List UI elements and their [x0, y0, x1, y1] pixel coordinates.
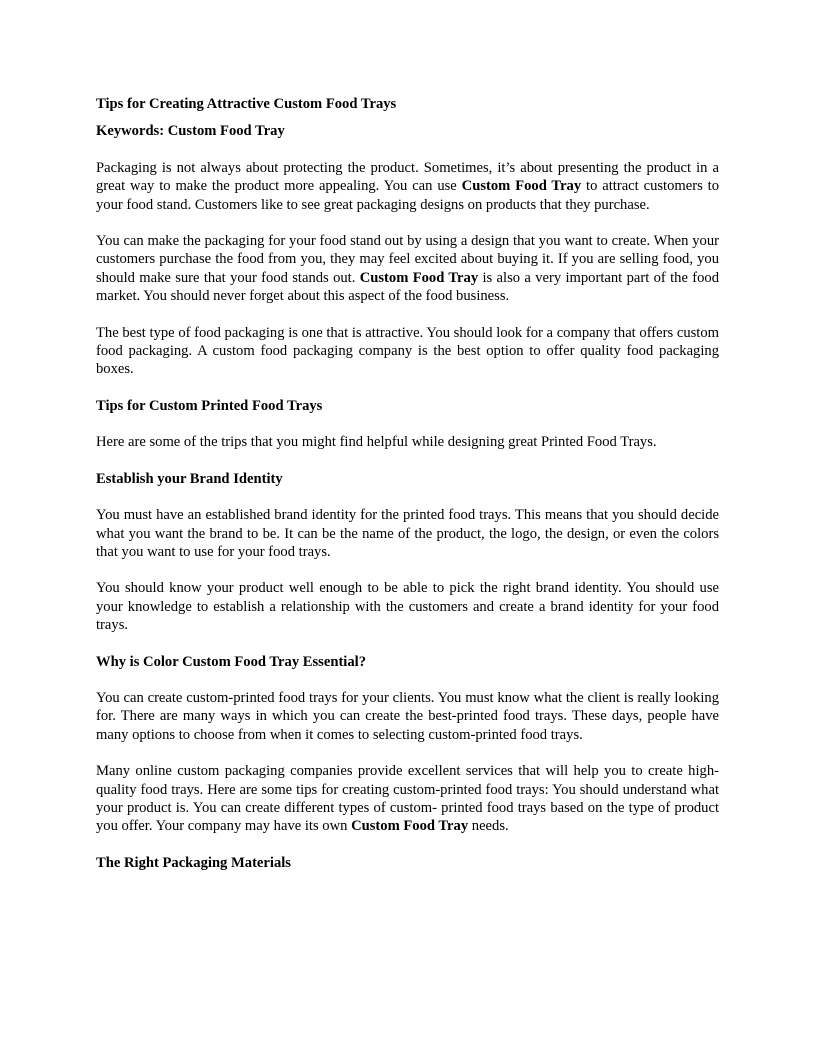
- paragraph-7: You can create custom-printed food trays for your clients. You must know what the client is really looking for. There are many ways in which you can create the best-printed food trays. These days, people have many options to choose from when it comes to selecting custom-printed food trays.: [96, 689, 719, 743]
- keywords-line: Keywords: Custom Food Tray: [96, 123, 285, 140]
- paragraph-8-text-a: Many online custom packaging companies provide excellent services that will help you to create high-quality food trays. Here are some tips for creating custom-printed food trays: You should understand what your product is. You can create different types of custom- printed food trays based on the type of product you offer. Your company may have its own: [96, 763, 719, 835]
- paragraph-5: You must have an established brand identity for the printed food trays. This means that you should decide what you want the brand to be. It can be the name of the product, the logo, the design, or even the colors that you want to use for your food trays.: [96, 507, 719, 560]
- document-page: [96, 95, 719, 872]
- paragraph-2-text-a: You can make the packaging for your food stand out by using a design that you want to create. When your customers purchase the food from you, they may feel excited about buying it. If you are selling food, you should make sure that your food stands out.: [96, 233, 719, 286]
- paragraph-1-text-b: to attract customers to your food stand. Customers like to see great packaging designs on products that they purchase.: [96, 178, 719, 213]
- paragraph-8-text-b: needs.: [468, 818, 509, 835]
- paragraph-1-bold: Custom Food Tray: [461, 178, 582, 195]
- heading-color-essential: Why is Color Custom Food Tray Essential?: [96, 653, 367, 670]
- heading-brand-identity: Establish your Brand Identity: [96, 470, 283, 487]
- paragraph-2-text-b: is also a very important part of the food market. You should never forget about this aspect of the food business.: [96, 269, 720, 305]
- heading-custom-printed-trays: Tips for Custom Printed Food Trays: [96, 397, 323, 414]
- paragraph-8: [96, 762, 719, 836]
- paragraph-4: Here are some of the trips that you might find helpful while designing great Printed Food Trays.: [96, 434, 657, 451]
- heading-packaging-materials: The Right Packaging Materials: [96, 854, 291, 871]
- paragraph-8-bold: Custom Food Tray: [351, 818, 469, 835]
- paragraph-6: You should know your product well enough to be able to pick the right brand identity. You should use your knowledge to establish a relationship with the customers and create a brand identity for your food trays.: [96, 580, 719, 634]
- paragraph-1: [96, 159, 719, 214]
- paragraph-2-bold: Custom Food Tray: [359, 269, 479, 286]
- document-title: Tips for Creating Attractive Custom Food Trays: [96, 96, 397, 112]
- paragraph-2: [96, 232, 719, 306]
- paragraph-3: The best type of food packaging is one that is attractive. You should look for a company that offers custom food packaging. A custom food packaging company is the best option to offer quality food packaging boxes.: [96, 324, 719, 378]
- paragraph-1-text-a: Packaging is not always about protecting the product. Sometimes, it’s about presenting the product in a great way to make the product more appealing. You can use: [96, 159, 719, 195]
